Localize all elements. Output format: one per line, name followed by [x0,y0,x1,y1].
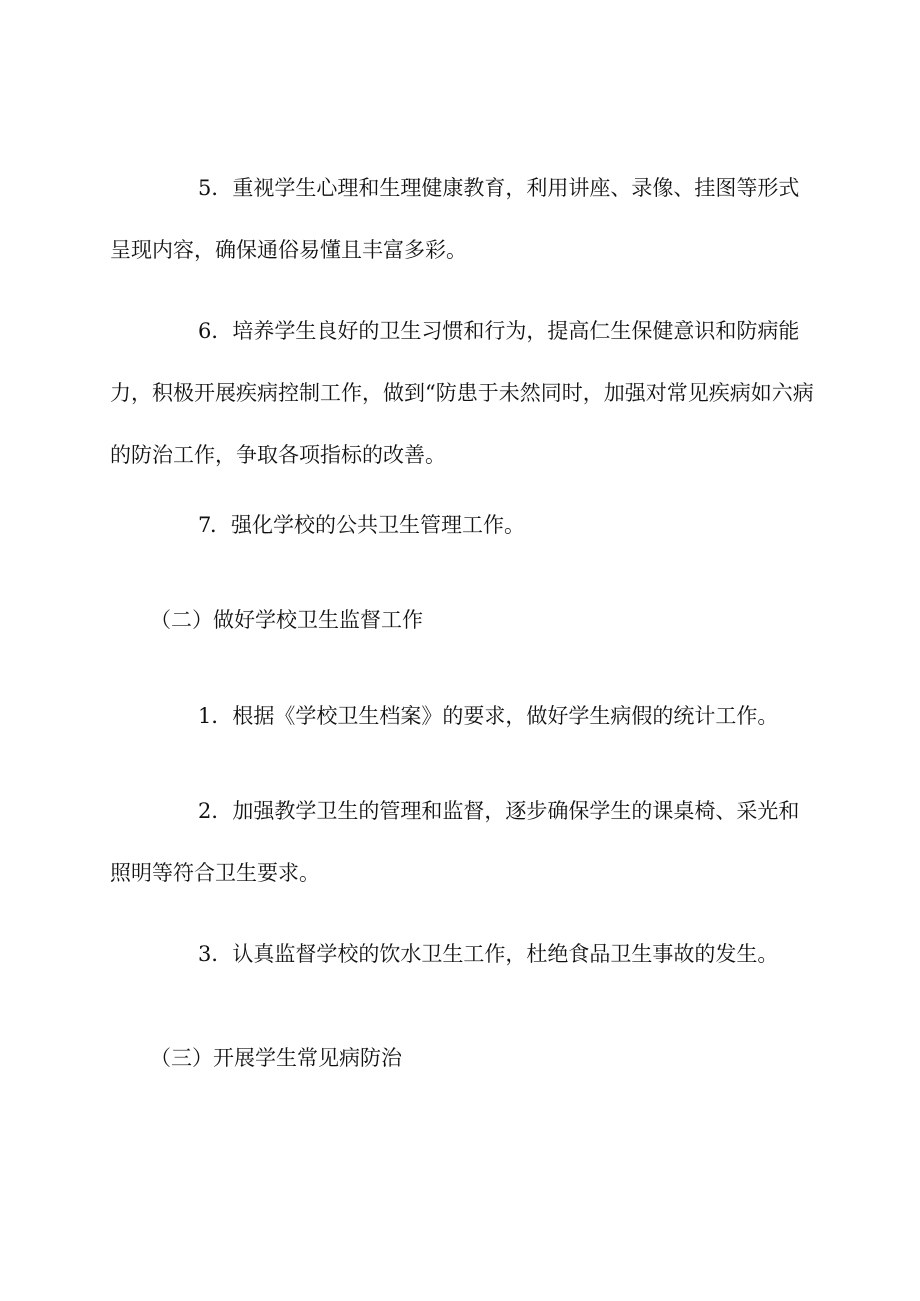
item-text: ．根据《学校卫生档案》的要求，做好学生病假的统计工作。 [211,704,779,728]
paragraph-s2-item-3 [110,923,815,985]
paragraph-s2-item-2 [110,780,815,904]
item-number: 5 [198,176,212,200]
item-number: 3 [198,942,212,966]
paragraph-item-5 [110,157,815,281]
item-number: 2 [198,799,212,823]
paragraph-s2-item-1 [110,685,815,747]
item-text: ．重视学生心理和生理健康教育，利用讲座、录像、挂图等形式呈现内容，确保通俗易懂且丰富多彩。 [110,176,800,262]
item-text: ．认真监督学校的饮水卫生工作，杜绝食品卫生事故的发生。 [211,942,779,966]
item-number: 6 [198,319,212,343]
item-number: 1 [198,704,212,728]
item-text: ．加强教学卫生的管理和监督，逐步确保学生的课桌椅、采光和照明等符合卫生要求。 [110,799,800,885]
paragraph-item-7 [110,494,815,556]
item-text: ．培养学生良好的卫生习惯和行为，提高仁生保健意识和防病能力，积极开展疾病控制工作，做到“防患于未然同时，加强对常见疾病如六病的防治工作，争取各项指标的改善。 [110,319,814,467]
paragraph-item-6 [110,300,815,486]
item-text: ．强化学校的公共卫生管理工作。 [210,513,525,537]
item-number: 7 [198,513,212,537]
section-heading-3: （三）开展学生常见病防治 [150,1046,402,1070]
section-heading-2: （二）做好学校卫生监督工作 [150,608,423,632]
